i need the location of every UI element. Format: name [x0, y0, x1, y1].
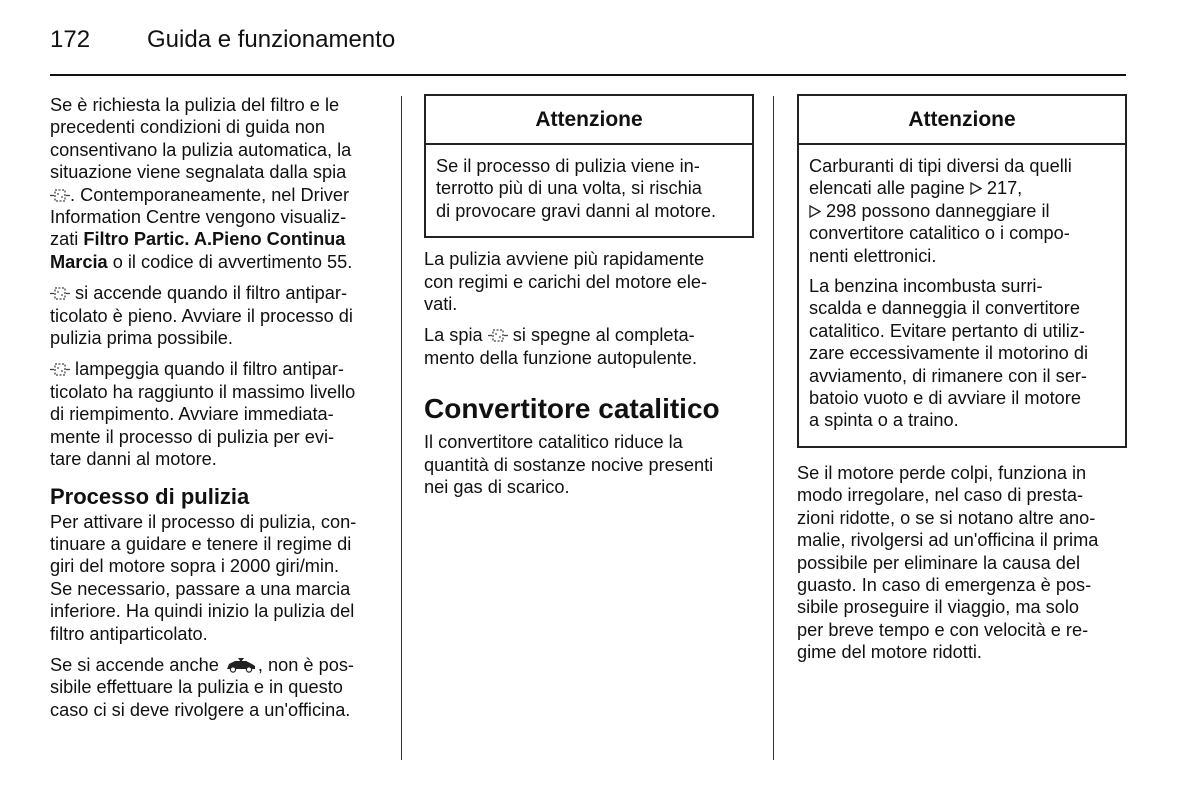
caution-text: Carburanti di tipi diversi da quelli elencati alle pagine 217, 298 possono danneggiare il convertitore catalitico o i compo- nenti elettronici. — [809, 156, 1072, 266]
caution-title: Attenzione — [426, 96, 752, 145]
paragraph: lampeggia quando il filtro antipar- ticolato ha raggiunto il massimo livello di riempimento. Avviare immediata- mente il processo di pulizia per evi- tare danni al motore. — [50, 359, 356, 470]
particulate-filter-icon — [50, 362, 70, 377]
display-message: Filtro Partic. A.Pieno Continua — [83, 229, 346, 250]
page-reference-arrow-icon — [970, 182, 982, 195]
particulate-filter-icon — [50, 188, 70, 203]
column-2 — [424, 94, 754, 507]
column-3 — [797, 94, 1127, 673]
page-reference-arrow-icon — [809, 205, 821, 218]
section-title: Guida e funzionamento — [147, 26, 396, 53]
section-heading: Convertitore catalitico — [424, 393, 720, 425]
column-divider-1 — [401, 96, 402, 760]
paragraph: Se si accende anche , non è pos- sibile effettuare la pulizia e in questo caso ci si deve rivolgere a un'officina. — [50, 654, 354, 720]
caution-text: Se il processo di pulizia viene in- terrotto più di una volta, si rischia di provocare gravi danni al motore. — [436, 156, 717, 221]
paragraph: La spia si spegne al completa- mento della funzione autopulente. — [424, 325, 698, 368]
caution-box — [424, 94, 754, 238]
paragraph: Per attivare il processo di pulizia, con- tinuare a guidare e tenere il regime di giri del motore sopra i 2000 giri/min. Se necessario, passare a una marcia inferiore. Ha quindi inizio la pulizia del filtro antiparticolato. — [50, 511, 357, 644]
caution-text: La benzina incombusta surri- scalda e danneggia il convertitore catalitico. Evitare pertanto di utiliz- zare eccessivamente il motorino di avviamento, di rimanere con il ser- batoio vuoto e di avviare il motore a spinta o a traino. — [809, 276, 1088, 431]
paragraph: La pulizia avviene più rapidamente con regimi e carichi del motore ele- vati. — [424, 249, 708, 315]
caution-title: Attenzione — [799, 96, 1125, 145]
particulate-filter-icon — [488, 328, 508, 343]
column-divider-2 — [773, 96, 774, 760]
column-1 — [50, 94, 386, 730]
page-reference[interactable]: 217, — [981, 178, 1023, 199]
caution-box — [797, 94, 1127, 448]
paragraph: Se è richiesta la pulizia del filtro e le precedenti condizioni di guida non consentivano la pulizia automatica, la situazione viene segnalata dalla spia . Contemporaneamente, nel Driver Information Centre vengono visualiz- zati Filtro Partic. A.Pieno Continua Marcia o il codice di avvertimento 55. — [50, 95, 353, 272]
particulate-filter-icon — [50, 286, 70, 301]
paragraph: Se il motore perde colpi, funziona in modo irregolare, nel caso di presta- zioni ridotte, o se si notano altre ano- malie, rivolgersi ad un'officina il prima possibile per eliminare la causa del guasto. In caso di emergenza è pos- sibile proseguire il viaggio, ma solo per breve tempo e con velocità e re- gime del motore ridotti. — [797, 462, 1099, 663]
page-number: 172 — [50, 26, 91, 53]
page-reference[interactable]: 298 possono danneggiare il — [821, 200, 1050, 221]
display-message: Marcia — [50, 251, 108, 272]
paragraph: Il convertitore catalitico riduce la quantità di sostanze nocive presenti nei gas di scarico. — [424, 432, 714, 498]
paragraph: si accende quando il filtro antipar- ticolato è pieno. Avviare il processo di pulizia prima possibile. — [50, 283, 353, 349]
header-rule — [50, 74, 1126, 76]
subheading: Processo di pulizia — [50, 483, 250, 509]
engine-service-car-icon — [224, 657, 258, 673]
